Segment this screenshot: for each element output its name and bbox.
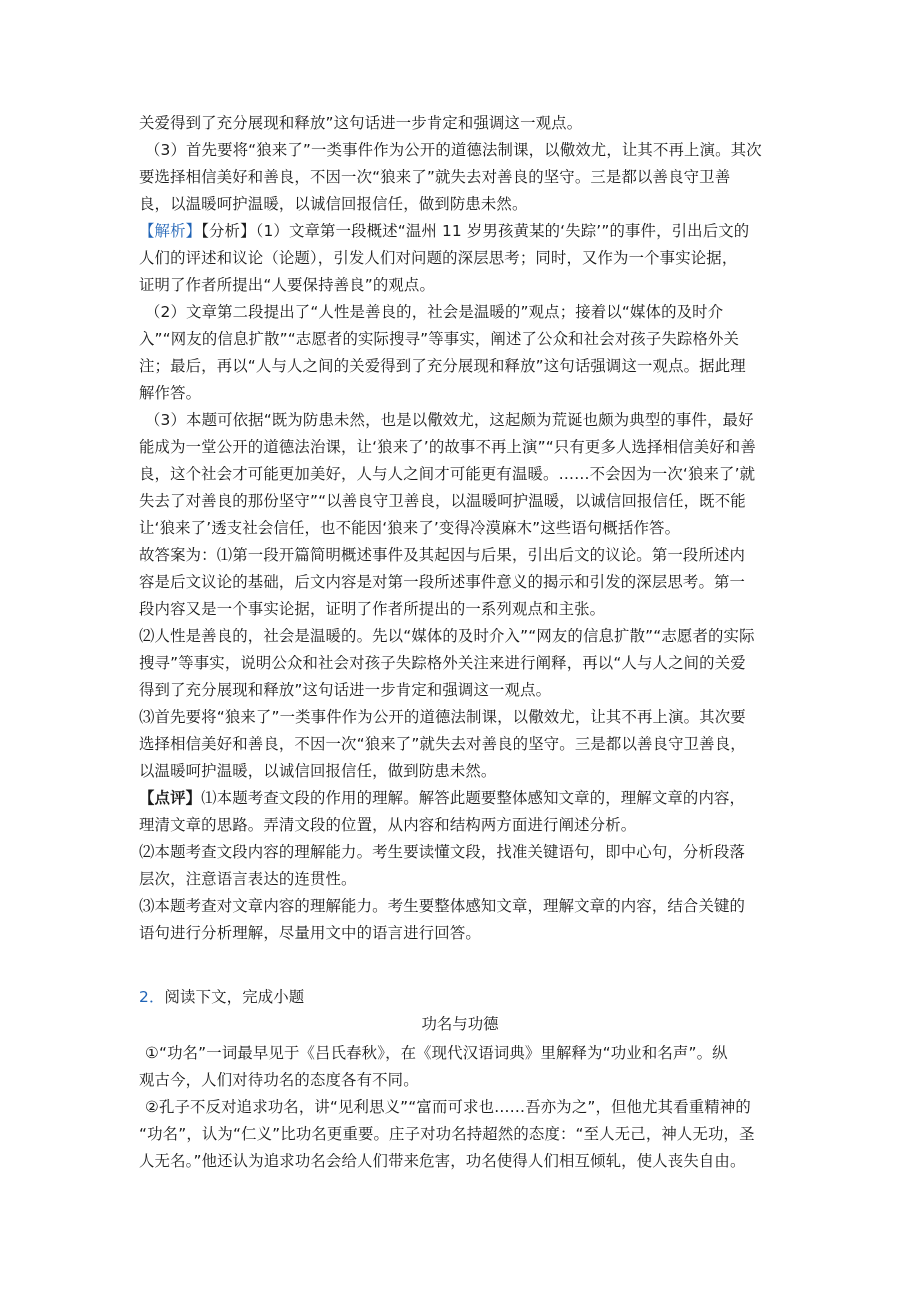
text-line: 人们的评述和议论（论题），引发人们对问题的深层思考；同时，又作为一个事实论据，: [139, 249, 738, 267]
text-line: ⑶首先要将“狼来了”一类事件作为公开的道德法制课，以儆效尤，让其不再上演。其次要: [139, 708, 746, 726]
text-line: 选择相信美好和善良，不因一次“狼来了”就失去对善良的坚守。三是都以善良守卫善良，: [139, 735, 746, 753]
text-line: 故答案为：⑴第一段开篇简明概述事件及其起因与后果，引出后文的议论。第一段所述内: [139, 546, 746, 564]
text-span: ⑴本题考查文段的作用的理解。解答此题要整体感知文章的，理解文章的内容，: [201, 789, 746, 807]
text-line: 证明了作者所提出“人要保持善良”的观点。: [139, 276, 435, 294]
text-line: 搜寻”等事实，说明公众和社会对孩子失踪格外关注来进行阐释，再以“人与人之间的关爱: [139, 654, 746, 672]
text-line: 解作答。: [139, 384, 202, 402]
text-line: 得到了充分展现和释放”这句话进一步肯定和强调这一观点。: [139, 681, 552, 699]
text-line: 语句进行分析理解，尽量用文中的语言进行回答。: [139, 924, 481, 942]
article-line: 观古今，人们对待功名的态度各有不同。: [139, 1071, 419, 1089]
question-number: 2．: [139, 988, 165, 1006]
text-line: 让‘狼来了’透支社会信任，也不能因‘狼来了’变得冷漠麻木”这些语句概括作答。: [139, 519, 681, 537]
text-line: 要选择相信美好和善良，不因一次“狼来了”就失去对善良的坚守。三是都以善良守卫善: [139, 168, 731, 186]
article-title: 功名与功德: [421, 1015, 499, 1033]
text-line: ⑵人性是善良的，社会是温暖的。先以“媒体的及时介入”“网友的信息扩散”“志愿者的实际: [139, 627, 755, 645]
text-line: ⑵本题考查文段内容的理解能力。考生要读懂文段，找准关键语句，即中心句，分析段落: [139, 843, 746, 861]
comment-tag: 【点评】: [139, 789, 202, 807]
article-line: 人无名。”他还认为追求功名会给人们带来危害，功名使得人们相互倾轧，使人丧失自由。: [139, 1152, 746, 1170]
text-line: 注；最后，再以“人与人之间的关爱得到了充分展现和释放”这句话强调这一观点。据此理: [139, 357, 746, 375]
question-prompt: 阅读下文，完成小题: [164, 988, 305, 1006]
text-line: 理清文章的思路。弄清文段的位置，从内容和结构两方面进行阐述分析。: [139, 816, 637, 834]
text-line: 层次，注意语言表达的连贯性。: [139, 870, 357, 888]
text-line: 良，这个社会才可能更加美好，人与人之间才可能更有温暖。……不会因为一次‘狼来了’就: [139, 465, 756, 483]
text-line: 失去了对善良的那份坚守”“以善良守卫善良，以温暖呵护温暖，以诚信回报信任，既不能: [139, 492, 746, 510]
text-line: 以温暖呵护温暖，以诚信回报信任，做到防患未然。: [139, 762, 497, 780]
question-heading: [139, 984, 784, 1011]
text-span: 【分析】（1）文章第一段概述“温州 11 岁男孩黄某的‘失踪’”的事件，引出后文的: [201, 222, 750, 240]
text-line: 容是后文议论的基础，后文内容是对第一段所述事件意义的揭示和引发的深层思考。第一: [139, 573, 746, 591]
text-line: （3）首先要将“狼来了”一类事件作为公开的道德法制课，以儆效尤，让其不再上演。其次: [145, 141, 762, 159]
text-line: （3）本题可依据“既为防患未然，也是以儆效尤，这起颇为荒诞也颇为典型的事件，最好: [145, 411, 754, 429]
article-line: ②孔子不反对追求功名，讲“见利思义”“富而可求也……吾亦为之”，但他尤其看重精神的: [145, 1098, 751, 1116]
text-line: 入”“网友的信息扩散”“志愿者的实际搜寻”等事实，阐述了公众和社会对孩子失踪格外关: [139, 330, 740, 348]
text-line: 段内容又是一个事实论据，证明了作者所提出的一系列观点和主张。: [139, 600, 606, 618]
text-line: ⑶本题考查对文章内容的理解能力。考生要整体感知文章，理解文章的内容，结合关键的: [139, 897, 746, 915]
analysis-line: [139, 218, 784, 245]
text-line: （2）文章第二段提出了“人性是善良的，社会是温暖的”观点；接着以“媒体的及时介: [145, 303, 724, 321]
text-line: 关爱得到了充分展现和释放”这句话进一步肯定和强调这一观点。: [139, 114, 583, 132]
article-line: “功名”，认为“仁义”比功名更重要。庄子对功名持超然的态度：“至人无己，神人无功，圣: [139, 1125, 755, 1143]
text-line: 良，以温暖呵护温暖，以诚信回报信任，做到防患未然。: [139, 195, 528, 213]
article-line: ①“功名”一词最早见于《吕氏春秋》，在《现代汉语词典》里解释为“功业和名声”。纵: [145, 1044, 728, 1062]
analysis-tag: 【解析】: [139, 222, 202, 240]
comment-line: [139, 785, 784, 812]
text-line: 能成为一堂公开的道德法治课，让‘狼来了’的故事不再上演”“只有更多人选择相信美好和善: [139, 438, 756, 456]
